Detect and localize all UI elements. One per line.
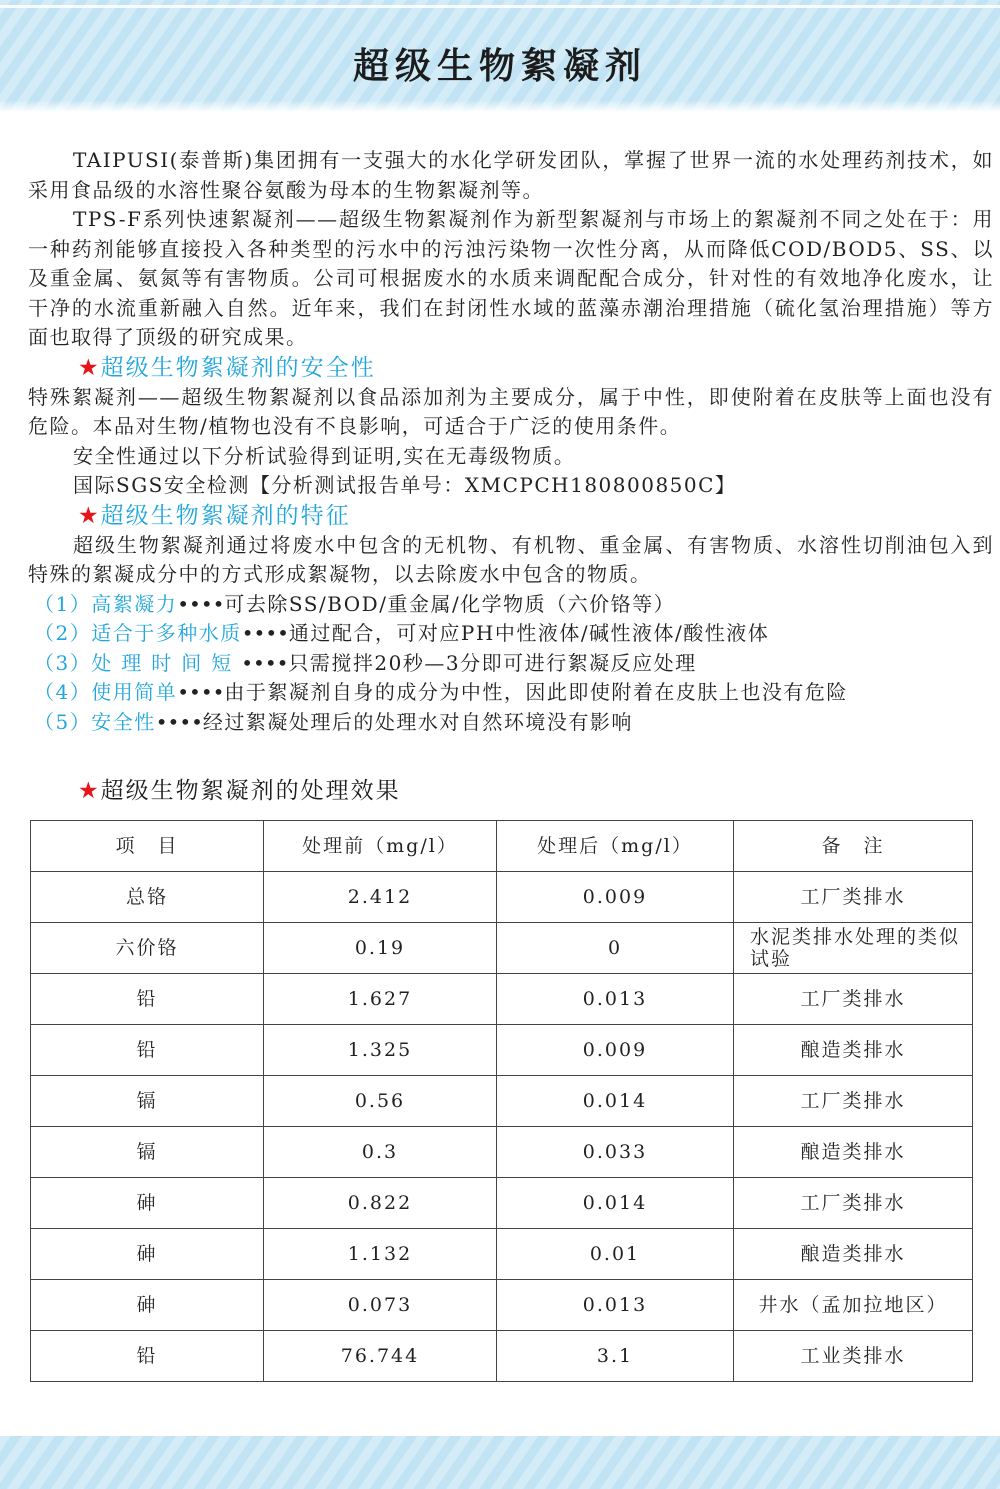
table-cell-before: 1.627 <box>264 974 497 1025</box>
star-icon: ★ <box>78 354 101 381</box>
intro-paragraph-1: TAIPUSI(泰普斯)集团拥有一支强大的水化学研发团队，掌握了世界一流的水处理药剂技术，如采用食品级的水溶性聚谷氨酸为母本的生物絮凝剂等。 <box>28 148 994 202</box>
table-cell-note: 水泥类排水处理的类似试验 <box>734 923 973 974</box>
table-cell-before: 0.073 <box>264 1280 497 1331</box>
star-icon: ★ <box>78 502 101 529</box>
table-row <box>31 1127 973 1178</box>
table-cell-before: 2.412 <box>264 872 497 923</box>
safety-sgs-report: 国际SGS安全检测【分析测试报告单号：XMCPCH180800850C】 <box>73 473 737 497</box>
feature-name: 处理时间短 <box>91 650 242 675</box>
table-cell-after: 3.1 <box>497 1331 734 1382</box>
table-cell-before: 1.325 <box>264 1025 497 1076</box>
feature-name: 高絮凝力 <box>91 591 178 616</box>
table-row <box>31 1025 973 1076</box>
page-title: 超级生物絮凝剂 <box>352 46 647 87</box>
table-cell-item: 砷 <box>31 1178 264 1229</box>
table-cell-after: 0.009 <box>497 872 734 923</box>
table-cell-after: 0.014 <box>497 1076 734 1127</box>
table-cell-item: 砷 <box>31 1280 264 1331</box>
table-row <box>31 1280 973 1331</box>
table-header-cell: 处理前（mg/l） <box>264 821 497 872</box>
table-cell-before: 0.3 <box>264 1127 497 1178</box>
table-cell-item: 铅 <box>31 974 264 1025</box>
table-cell-after: 0.013 <box>497 974 734 1025</box>
table-row <box>31 974 973 1025</box>
feature-item: （5）安全性••••经过絮凝处理后的处理水对自然环境没有影响 <box>34 709 633 734</box>
table-cell-item: 六价铬 <box>31 923 264 974</box>
table-cell-after: 0.014 <box>497 1178 734 1229</box>
feature-name: 安全性 <box>91 709 156 734</box>
table-cell-before: 0.822 <box>264 1178 497 1229</box>
safety-heading-text: 超级生物絮凝剂的安全性 <box>100 354 376 381</box>
feature-item: （1）高絮凝力••••可去除SS/BOD/重金属/化学物质（六价铬等） <box>34 591 676 616</box>
content-body <box>28 146 994 737</box>
table-row <box>31 1178 973 1229</box>
safety-heading <box>28 353 994 383</box>
table-header-row <box>31 821 973 872</box>
feature-name: 适合于多种水质 <box>91 621 242 645</box>
table-row <box>31 923 973 974</box>
effects-heading-text: 超级生物絮凝剂的处理效果 <box>100 778 401 804</box>
table-cell-item: 铅 <box>31 1025 264 1076</box>
feature-desc: 经过絮凝处理后的处理水对自然环境没有影响 <box>202 709 633 734</box>
table-cell-after: 0.01 <box>497 1229 734 1280</box>
footer-banner <box>0 1436 1000 1489</box>
table-cell-before: 0.56 <box>264 1076 497 1127</box>
features-heading-text: 超级生物絮凝剂的特征 <box>100 502 351 529</box>
table-header-cell: 处理后（mg/l） <box>497 821 734 872</box>
table-cell-before: 76.744 <box>264 1331 497 1382</box>
intro-paragraph-2: TPS-F系列快速絮凝剂——超级生物絮凝剂作为新型絮凝剂与市场上的絮凝剂不同之处在于：用一种药剂能够直接投入各种类型的污水中的污浊污染物一次性分离，从而降低COD/BOD5、SS、以及重金属、氨氮等有害物质。公司可根据废水的水质来调配配合成分，针对性的有效地净化废水，让干净的水流重新融入自然。近年来，我们在封闭性水域的蓝藻赤潮治理措施（硫化氢治理措施）等方面也取得了顶级的研究成果。 <box>28 207 994 349</box>
effects-table <box>30 820 973 1382</box>
table-row <box>31 1076 973 1127</box>
table-cell-note: 酿造类排水 <box>734 1127 973 1178</box>
table-cell-item: 总铬 <box>31 872 264 923</box>
table-cell-before: 0.19 <box>264 923 497 974</box>
feature-item: （4）使用简单••••由于絮凝剂自身的成分为中性，因此即使附着在皮肤上也没有危险 <box>34 680 848 704</box>
feature-item: （3）处理时间短••••只需搅拌20秒—3分即可进行絮凝反应处理 <box>34 650 697 675</box>
features-paragraph: 超级生物絮凝剂通过将废水中包含的无机物、有机物、重金属、有害物质、水溶性切削油包入到特殊的絮凝成分中的方式形成絮凝物，以去除废水中包含的物质。 <box>28 532 994 586</box>
table-cell-after: 0.009 <box>497 1025 734 1076</box>
features-list <box>28 590 994 738</box>
table-cell-note: 酿造类排水 <box>734 1229 973 1280</box>
table-header-cell: 项 目 <box>31 821 264 872</box>
features-heading <box>28 501 994 531</box>
table-row <box>31 872 973 923</box>
table-cell-after: 0.033 <box>497 1127 734 1178</box>
table-cell-note: 工厂类排水 <box>734 974 973 1025</box>
table-cell-item: 镉 <box>31 1127 264 1178</box>
feature-desc: 通过配合，可对应PH中性液体/碱性液体/酸性液体 <box>288 621 770 645</box>
table-cell-after: 0.013 <box>497 1280 734 1331</box>
table-cell-note: 工厂类排水 <box>734 872 973 923</box>
table-cell-note: 酿造类排水 <box>734 1025 973 1076</box>
table-cell-item: 铅 <box>31 1331 264 1382</box>
feature-desc: 可去除SS/BOD/重金属/化学物质（六价铬等） <box>224 591 676 616</box>
table-row <box>31 1331 973 1382</box>
table-cell-note: 工厂类排水 <box>734 1076 973 1127</box>
table-cell-item: 砷 <box>31 1229 264 1280</box>
table-cell-before: 1.132 <box>264 1229 497 1280</box>
feature-desc: 由于絮凝剂自身的成分为中性，因此即使附着在皮肤上也没有危险 <box>224 680 848 704</box>
table-cell-note: 工业类排水 <box>734 1331 973 1382</box>
table-cell-note: 井水（孟加拉地区） <box>734 1280 973 1331</box>
table-header-cell: 备 注 <box>734 821 973 872</box>
table-row <box>31 1229 973 1280</box>
table-cell-item: 镉 <box>31 1076 264 1127</box>
feature-name: 使用简单 <box>91 680 178 704</box>
feature-desc: 只需搅拌20秒—3分即可进行絮凝反应处理 <box>288 650 697 675</box>
safety-paragraph-1: 特殊絮凝剂——超级生物絮凝剂以食品添加剂为主要成分，属于中性，即使附着在皮肤等上面也没有危险。本品对生物/植物也没有不良影响，可适合于广泛的使用条件。 <box>28 384 994 438</box>
feature-item: （2）适合于多种水质••••通过配合，可对应PH中性液体/碱性液体/酸性液体 <box>34 621 770 645</box>
table-cell-note: 工厂类排水 <box>734 1178 973 1229</box>
star-icon: ★ <box>78 778 101 804</box>
effects-heading <box>78 772 401 805</box>
safety-paragraph-2: 安全性通过以下分析试验得到证明,实在无毒级物质。 <box>73 443 576 468</box>
table-cell-after: 0 <box>497 923 734 974</box>
